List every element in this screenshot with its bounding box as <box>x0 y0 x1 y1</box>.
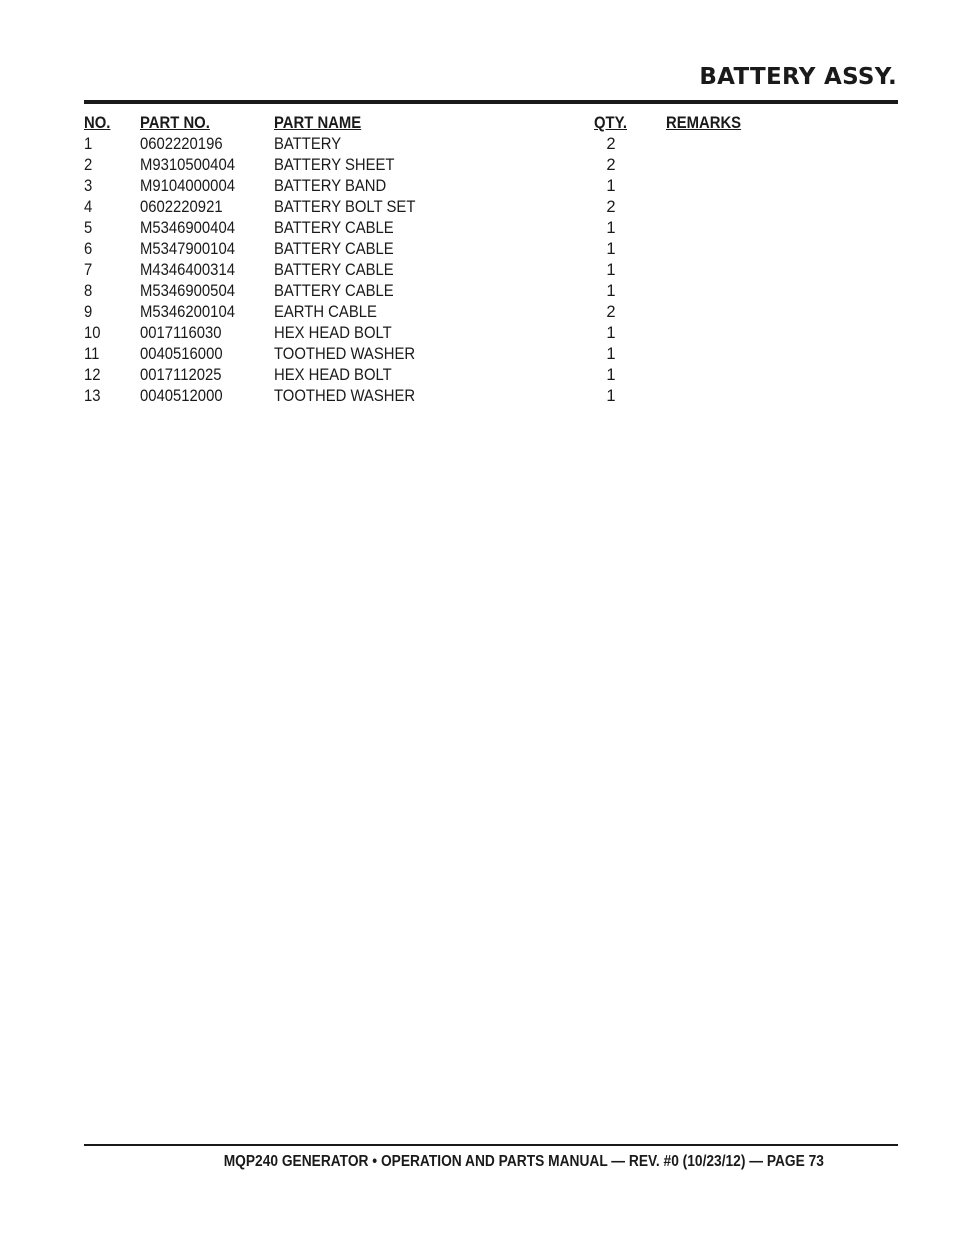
cell-qty: 1 <box>606 366 616 384</box>
cell-part-name: BATTERY CABLE <box>274 240 394 258</box>
header-no: NO. <box>84 114 111 132</box>
cell-part-name: BATTERY SHEET <box>274 156 395 174</box>
cell-part-name: BATTERY CABLE <box>274 261 394 279</box>
cell-part-name: BATTERY BOLT SET <box>274 198 416 216</box>
header-remarks: REMARKS <box>666 114 742 132</box>
cell-no: 6 <box>84 240 93 258</box>
cell-no: 13 <box>84 387 101 405</box>
cell-qty: 2 <box>606 135 616 153</box>
table-row <box>84 239 784 260</box>
table-row <box>84 365 784 386</box>
cell-qty: 1 <box>606 324 616 342</box>
cell-qty: 2 <box>606 198 616 216</box>
table-row <box>84 176 784 197</box>
title-divider <box>84 100 898 104</box>
cell-part-no: M5347900104 <box>140 240 235 258</box>
table-row <box>84 155 784 176</box>
cell-qty: 1 <box>606 387 616 405</box>
table-row <box>84 218 784 239</box>
table-row <box>84 344 784 365</box>
cell-part-name: HEX HEAD BOLT <box>274 366 392 384</box>
cell-no: 5 <box>84 219 93 237</box>
footer-text: MQP240 GENERATOR • OPERATION AND PARTS MANUAL — REV. #0 (10/23/12) — PAGE 73 <box>223 1153 824 1170</box>
cell-part-no: M5346900404 <box>140 219 235 237</box>
cell-no: 2 <box>84 156 93 174</box>
cell-no: 7 <box>84 261 93 279</box>
cell-part-no: 0602220921 <box>140 198 223 216</box>
cell-part-name: BATTERY <box>274 135 342 153</box>
header-qty: QTY. <box>594 114 628 132</box>
cell-qty: 1 <box>606 240 616 258</box>
table-row <box>84 197 784 218</box>
cell-part-no: M5346900504 <box>140 282 235 300</box>
cell-no: 9 <box>84 303 93 321</box>
cell-part-no: 0040516000 <box>140 345 223 363</box>
cell-no: 8 <box>84 282 93 300</box>
cell-part-no: 0017116030 <box>140 324 222 342</box>
cell-part-no: 0017112025 <box>140 366 222 384</box>
cell-qty: 1 <box>606 219 616 237</box>
cell-part-no: M9310500404 <box>140 156 235 174</box>
table-row <box>84 260 784 281</box>
cell-no: 12 <box>84 366 101 384</box>
cell-no: 4 <box>84 198 93 216</box>
table-row <box>84 302 784 323</box>
cell-no: 11 <box>84 345 100 363</box>
cell-part-name: BATTERY CABLE <box>274 219 394 237</box>
cell-no: 1 <box>84 135 93 153</box>
cell-part-no: 0040512000 <box>140 387 223 405</box>
cell-qty: 2 <box>606 303 616 321</box>
parts-table <box>84 113 784 407</box>
cell-part-no: M9104000004 <box>140 177 235 195</box>
table-row <box>84 323 784 344</box>
cell-qty: 1 <box>606 177 616 195</box>
cell-part-name: BATTERY BAND <box>274 177 387 195</box>
cell-no: 3 <box>84 177 93 195</box>
cell-qty: 1 <box>606 282 616 300</box>
cell-part-name: TOOTHED WASHER <box>274 387 416 405</box>
cell-part-no: 0602220196 <box>140 135 223 153</box>
cell-part-name: BATTERY CABLE <box>274 282 394 300</box>
table-row <box>84 134 784 155</box>
cell-no: 10 <box>84 324 101 342</box>
table-row <box>84 281 784 302</box>
header-part-name: PART NAME <box>274 114 362 132</box>
cell-part-name: EARTH CABLE <box>274 303 377 321</box>
page-footer <box>84 1153 824 1171</box>
cell-part-name: HEX HEAD BOLT <box>274 324 392 342</box>
cell-qty: 1 <box>606 345 616 363</box>
header-part-no: PART NO. <box>140 114 210 132</box>
cell-part-no: M4346400314 <box>140 261 235 279</box>
cell-qty: 1 <box>606 261 616 279</box>
table-row <box>84 386 784 407</box>
page-title: BATTERY ASSY. <box>699 64 897 90</box>
table-header-row <box>84 113 784 134</box>
cell-qty: 2 <box>606 156 616 174</box>
table-body <box>84 134 784 407</box>
cell-part-name: TOOTHED WASHER <box>274 345 416 363</box>
footer-divider <box>84 1144 898 1146</box>
cell-part-no: M5346200104 <box>140 303 235 321</box>
